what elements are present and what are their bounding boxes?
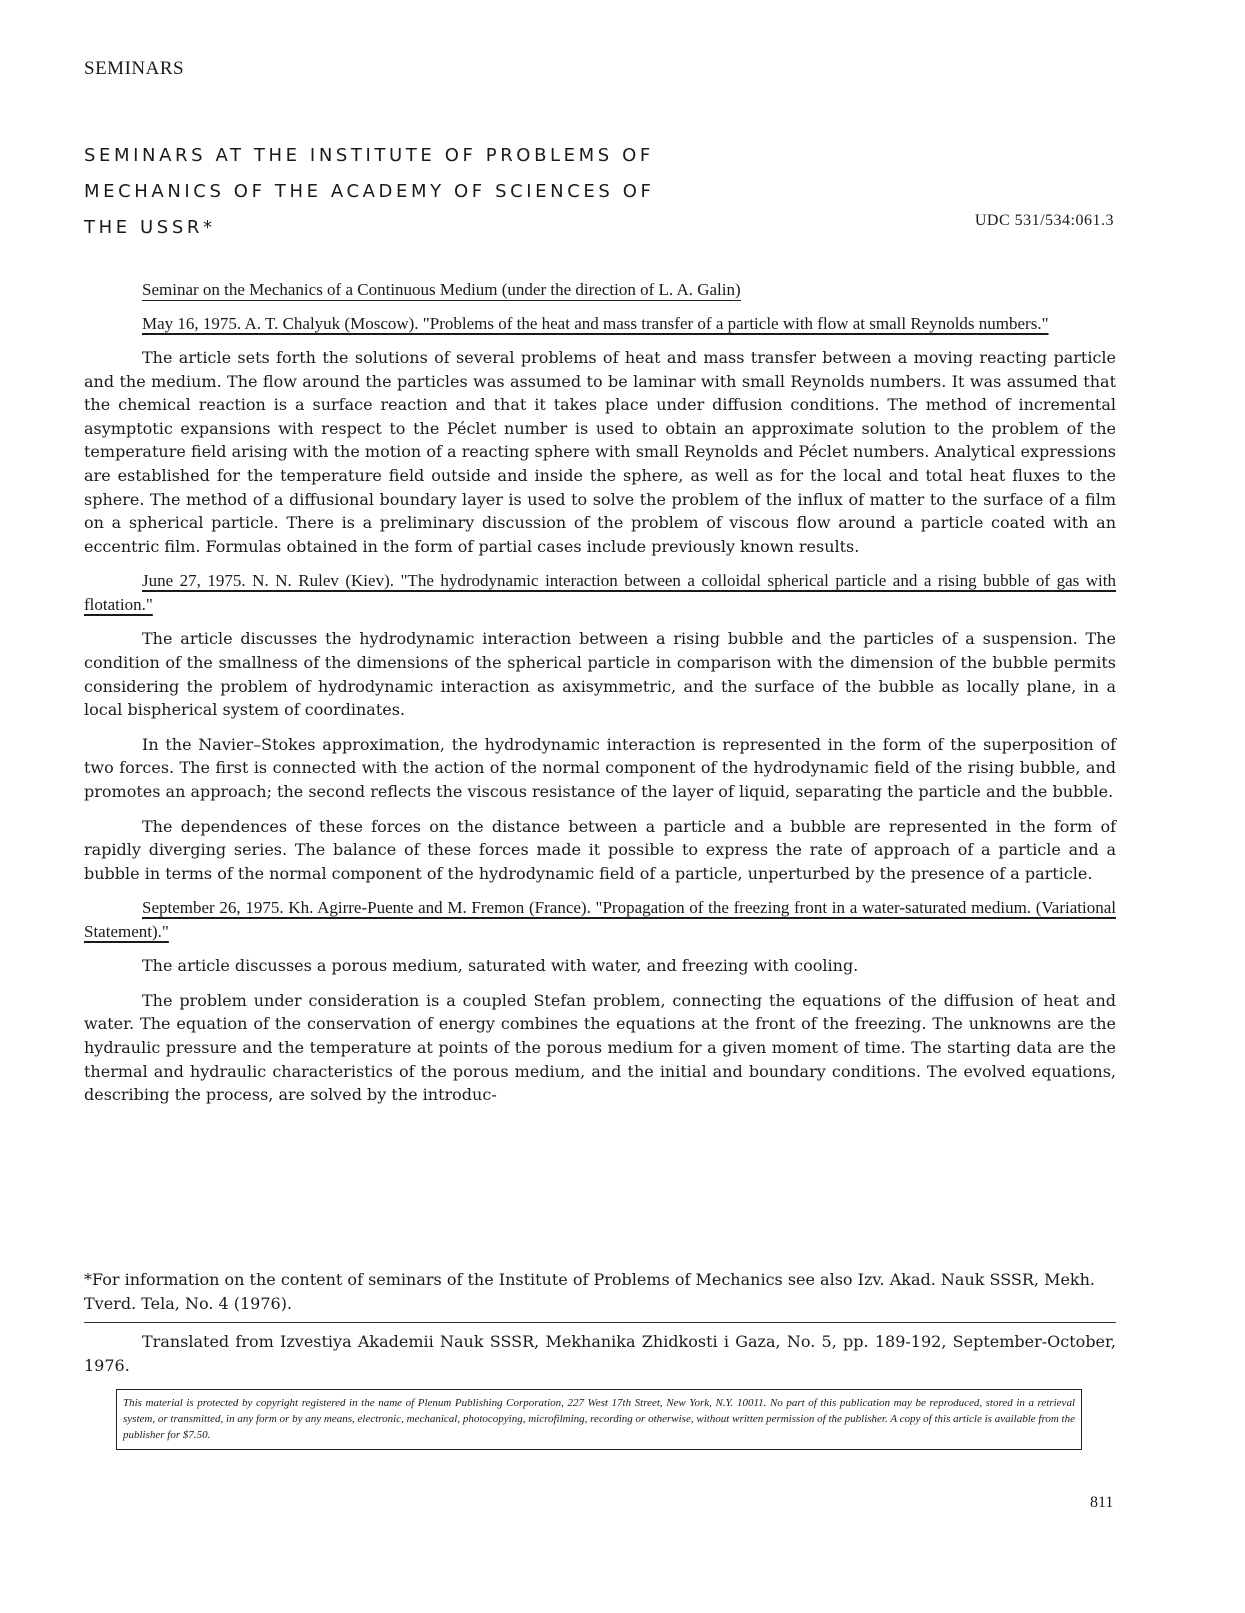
paragraph: In the Navier–Stokes approximation, the hydrodynamic interaction is represented in the form of the superposition of two forces. The first is connected with the action of the normal component of the hydrodynamic field of the rising bubble, and promotes an approach; the second reflects the viscous resistance of the layer of liquid, separating the particle and the bubble. [84, 734, 1116, 801]
talk-3 [84, 896, 1116, 1107]
paragraph: The article discusses a porous medium, saturated with water, and freezing with cooling. [142, 956, 859, 976]
article-title-line-2: MECHANICS OF THE ACADEMY OF SCIENCES OF [84, 181, 655, 202]
talk-heading-text: May 16, 1975. A. T. Chalyuk (Moscow). "Problems of the heat and mass transfer of a particle with flow at small Reynolds numbers." [142, 314, 1049, 333]
page-number: 811 [1090, 1494, 1114, 1511]
footnote [84, 1268, 1116, 1316]
article-body [84, 278, 1116, 1118]
running-head: SEMINARS [84, 58, 185, 79]
copyright-notice: This material is protected by copyright registered in the name of Plenum Publishing Corporation, 227 West 17th Street, New York, N.Y. 10011. No part of this publication may be reproduced, stored in a retrieval system, or transmitted, in any form or by any means, electronic, mechanical, photocopying, microfilming, recording or otherwise, without written permission of the publisher. A copy of this article is available from the publisher for $7.50. [116, 1389, 1082, 1450]
paragraph: The dependences of these forces on the distance between a particle and a bubble are represented in the form of rapidly diverging series. The balance of these forces made it possible to express the rate of approach of a particle and a bubble in terms of the normal component of the hydrodynamic field of a particle, unperturbed by the presence of a particle. [84, 816, 1116, 883]
footnote-rule [84, 1322, 1116, 1323]
article-title-line-1: SEMINARS AT THE INSTITUTE OF PROBLEMS OF [84, 145, 654, 166]
paragraph: The article discusses the hydrodynamic interaction between a rising bubble and the particles of a suspension. The condition of the smallness of the dimensions of the spherical particle in comparison with the dimension of the bubble permits considering the problem of hydrodynamic interaction as axisymmetric, and the surface of the bubble as locally plane, in a local bispherical system of coordinates. [84, 629, 1116, 720]
talk-heading-text: June 27, 1975. N. N. Rulev (Kiev). "The hydrodynamic interaction between a colloidal spherical particle and a rising bubble of gas with flotation." [84, 571, 1116, 615]
talk-heading [84, 312, 1116, 336]
udc-code: UDC 531/534:061.3 [974, 212, 1114, 229]
talk-1 [84, 312, 1116, 558]
talk-2 [84, 569, 1116, 885]
paragraph: The article sets forth the solutions of several problems of heat and mass transfer between a moving reacting particle and the medium. The flow around the particles was assumed to be laminar with small Reynolds numbers. It was assumed that the chemical reaction is a surface reaction and that it takes place under diffusion conditions. The method of incremental asymptotic expansions with respect to the Péclet number is used to obtain an approximate solution to the problem of the temperature field arising with the motion of a reacting sphere with small Reynolds and Péclet numbers. Analytical expressions are established for the temperature field outside and inside the sphere, as well as for the local and total heat fluxes to the sphere. The method of a diffusional boundary layer is used to solve the problem of the influx of matter to the surface of a film on a spherical particle. There is a preliminary discussion of the problem of viscous flow around a particle coated with an eccentric film. Formulas obtained in the form of partial cases include previously known results. [84, 348, 1116, 556]
article-title-line-3: THE USSR* [84, 217, 216, 238]
footnote-text: *For information on the content of seminars of the Institute of Problems of Mechanics see also Izv. Akad. Nauk SSSR, Mekh. Tverd. Tela, No. 4 (1976). [84, 1270, 1096, 1313]
translation-source: Translated from Izvestiya Akademii Nauk SSSR, Mekhanika Zhidkosti i Gaza, No. 5, pp. 189-192, September-October, 1976. [84, 1332, 1116, 1375]
talk-heading [84, 569, 1116, 617]
seminar-heading-text: Seminar on the Mechanics of a Continuous Medium (under the direction of L. A. Galin) [142, 280, 741, 299]
article-title-block [84, 138, 1114, 246]
talk-heading [84, 896, 1116, 944]
seminar-heading [142, 278, 1116, 302]
paragraph: The problem under consideration is a coupled Stefan problem, connecting the equations of the diffusion of heat and water. The equation of the conservation of energy combines the equations at the front of the freezing. The unknowns are the hydraulic pressure and the temperature at points of the porous medium for a given moment of time. The starting data are the thermal and hydraulic characteristics of the porous medium, and the initial and boundary conditions. The evolved equations, describing the process, are solved by the introduc- [84, 990, 1116, 1105]
talk-heading-text: September 26, 1975. Kh. Agirre-Puente and M. Fremon (France). "Propagation of the freezing front in a water-saturated medium. (Variational Statement)." [84, 898, 1116, 942]
